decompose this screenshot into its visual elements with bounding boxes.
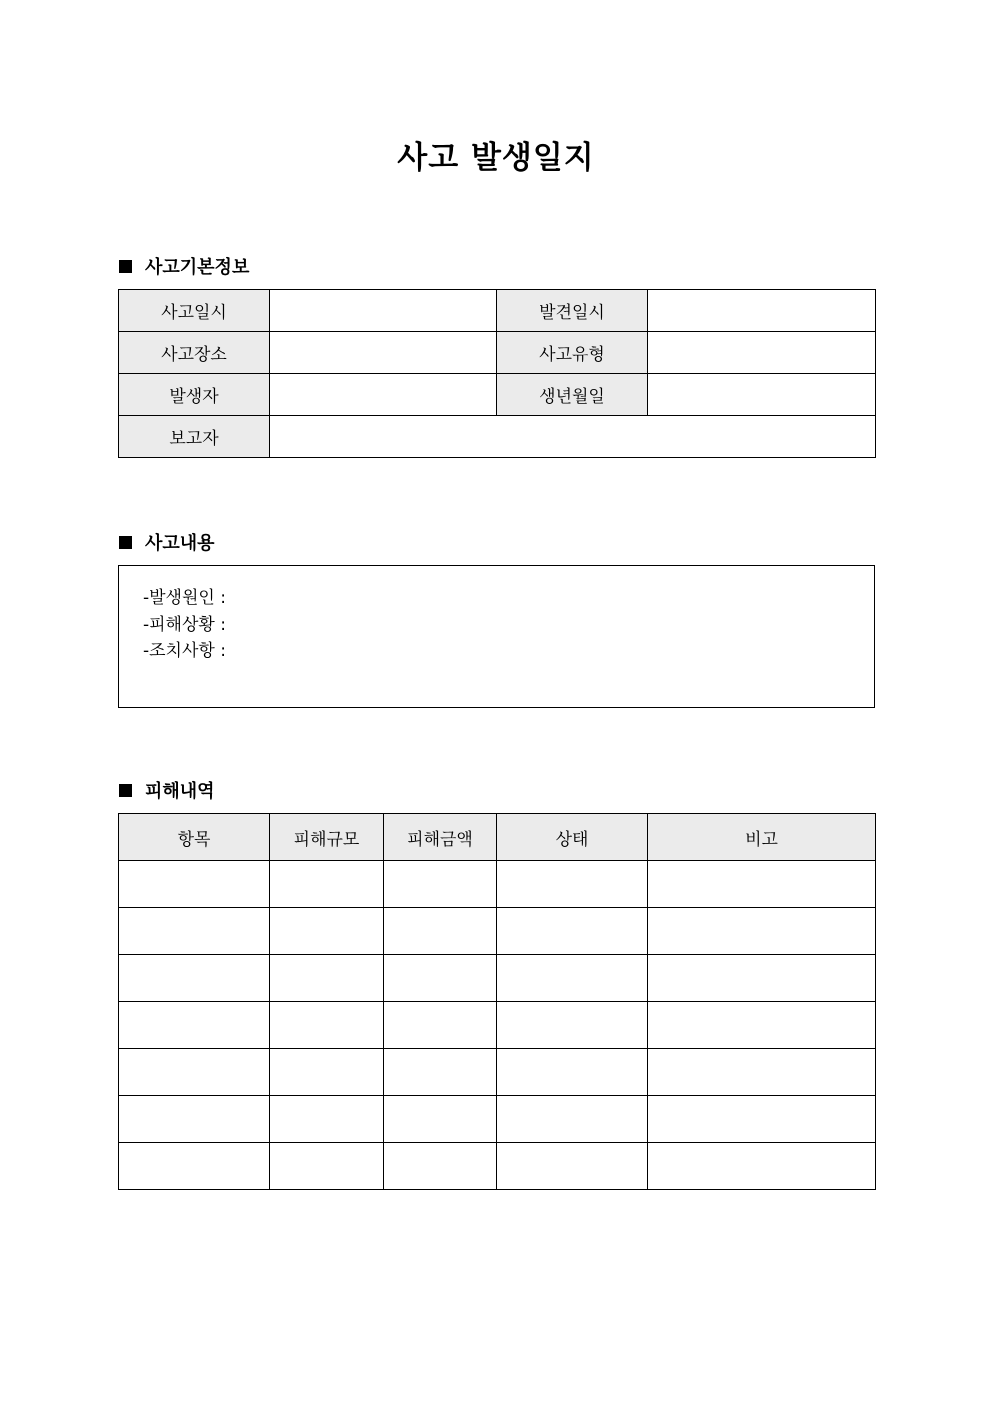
status-cell[interactable]	[497, 861, 648, 908]
table-row	[119, 416, 876, 458]
label-accident-type: 사고유형	[497, 332, 648, 374]
remarks-cell[interactable]	[648, 1143, 876, 1190]
damage-scale-cell[interactable]	[270, 908, 384, 955]
remarks-cell[interactable]	[648, 861, 876, 908]
page-title: 사고 발생일지	[397, 140, 595, 176]
content-line-action: -조치사항 :	[143, 641, 226, 661]
damage-amount-cell[interactable]	[384, 955, 497, 1002]
table-row	[119, 861, 876, 908]
table-row	[119, 908, 876, 955]
person-involved-field[interactable]	[270, 374, 497, 416]
basic-info-table	[118, 289, 876, 458]
status-cell[interactable]	[497, 955, 648, 1002]
column-header-item: 항목	[119, 814, 270, 861]
table-header-row	[119, 814, 876, 861]
item-cell[interactable]	[119, 908, 270, 955]
item-cell[interactable]	[119, 1049, 270, 1096]
square-bullet-icon	[119, 536, 132, 549]
column-header-damage-scale: 피해규모	[270, 814, 384, 861]
item-cell[interactable]	[119, 1096, 270, 1143]
table-row	[119, 332, 876, 374]
label-reporter: 보고자	[119, 416, 270, 458]
label-discovery-datetime: 발견일시	[497, 290, 648, 332]
damage-scale-cell[interactable]	[270, 1002, 384, 1049]
table-row	[119, 955, 876, 1002]
damage-amount-cell[interactable]	[384, 908, 497, 955]
damage-scale-cell[interactable]	[270, 955, 384, 1002]
table-row	[119, 290, 876, 332]
remarks-cell[interactable]	[648, 1049, 876, 1096]
status-cell[interactable]	[497, 1096, 648, 1143]
accident-type-field[interactable]	[648, 332, 876, 374]
item-cell[interactable]	[119, 1002, 270, 1049]
remarks-cell[interactable]	[648, 908, 876, 955]
status-cell[interactable]	[497, 908, 648, 955]
damage-amount-cell[interactable]	[384, 1096, 497, 1143]
section-heading-content	[119, 529, 215, 555]
square-bullet-icon	[119, 784, 132, 797]
accident-content-box[interactable]	[118, 565, 875, 708]
damage-amount-cell[interactable]	[384, 1143, 497, 1190]
damage-table	[118, 813, 876, 1190]
accident-location-field[interactable]	[270, 332, 497, 374]
table-row	[119, 1049, 876, 1096]
section-heading-label: 사고기본정보	[145, 257, 250, 278]
item-cell[interactable]	[119, 861, 270, 908]
damage-amount-cell[interactable]	[384, 861, 497, 908]
square-bullet-icon	[119, 260, 132, 273]
label-birth-date: 생년월일	[497, 374, 648, 416]
column-header-status: 상태	[497, 814, 648, 861]
label-accident-location: 사고장소	[119, 332, 270, 374]
table-row	[119, 374, 876, 416]
section-heading-label: 사고내용	[145, 533, 215, 554]
content-line-damage: -피해상황 :	[143, 614, 226, 635]
damage-scale-cell[interactable]	[270, 1096, 384, 1143]
remarks-cell[interactable]	[648, 1002, 876, 1049]
status-cell[interactable]	[497, 1143, 648, 1190]
damage-amount-cell[interactable]	[384, 1049, 497, 1096]
status-cell[interactable]	[497, 1002, 648, 1049]
section-heading-basic-info	[119, 253, 249, 279]
remarks-cell[interactable]	[648, 1096, 876, 1143]
status-cell[interactable]	[497, 1049, 648, 1096]
section-heading-damage	[119, 777, 215, 803]
table-row	[119, 1143, 876, 1190]
label-person-involved: 발생자	[119, 374, 270, 416]
item-cell[interactable]	[119, 955, 270, 1002]
item-cell[interactable]	[119, 1143, 270, 1190]
damage-amount-cell[interactable]	[384, 1002, 497, 1049]
accident-datetime-field[interactable]	[270, 290, 497, 332]
content-line-cause: -발생원인 :	[143, 588, 226, 608]
table-row	[119, 1096, 876, 1143]
column-header-remarks: 비고	[648, 814, 876, 861]
damage-scale-cell[interactable]	[270, 1143, 384, 1190]
reporter-field[interactable]	[270, 416, 876, 458]
label-accident-datetime: 사고일시	[119, 290, 270, 332]
discovery-datetime-field[interactable]	[648, 290, 876, 332]
birth-date-field[interactable]	[648, 374, 876, 416]
table-row	[119, 1002, 876, 1049]
remarks-cell[interactable]	[648, 955, 876, 1002]
section-heading-label: 피해내역	[145, 781, 215, 802]
column-header-damage-amount: 피해금액	[384, 814, 497, 861]
damage-scale-cell[interactable]	[270, 1049, 384, 1096]
damage-scale-cell[interactable]	[270, 861, 384, 908]
